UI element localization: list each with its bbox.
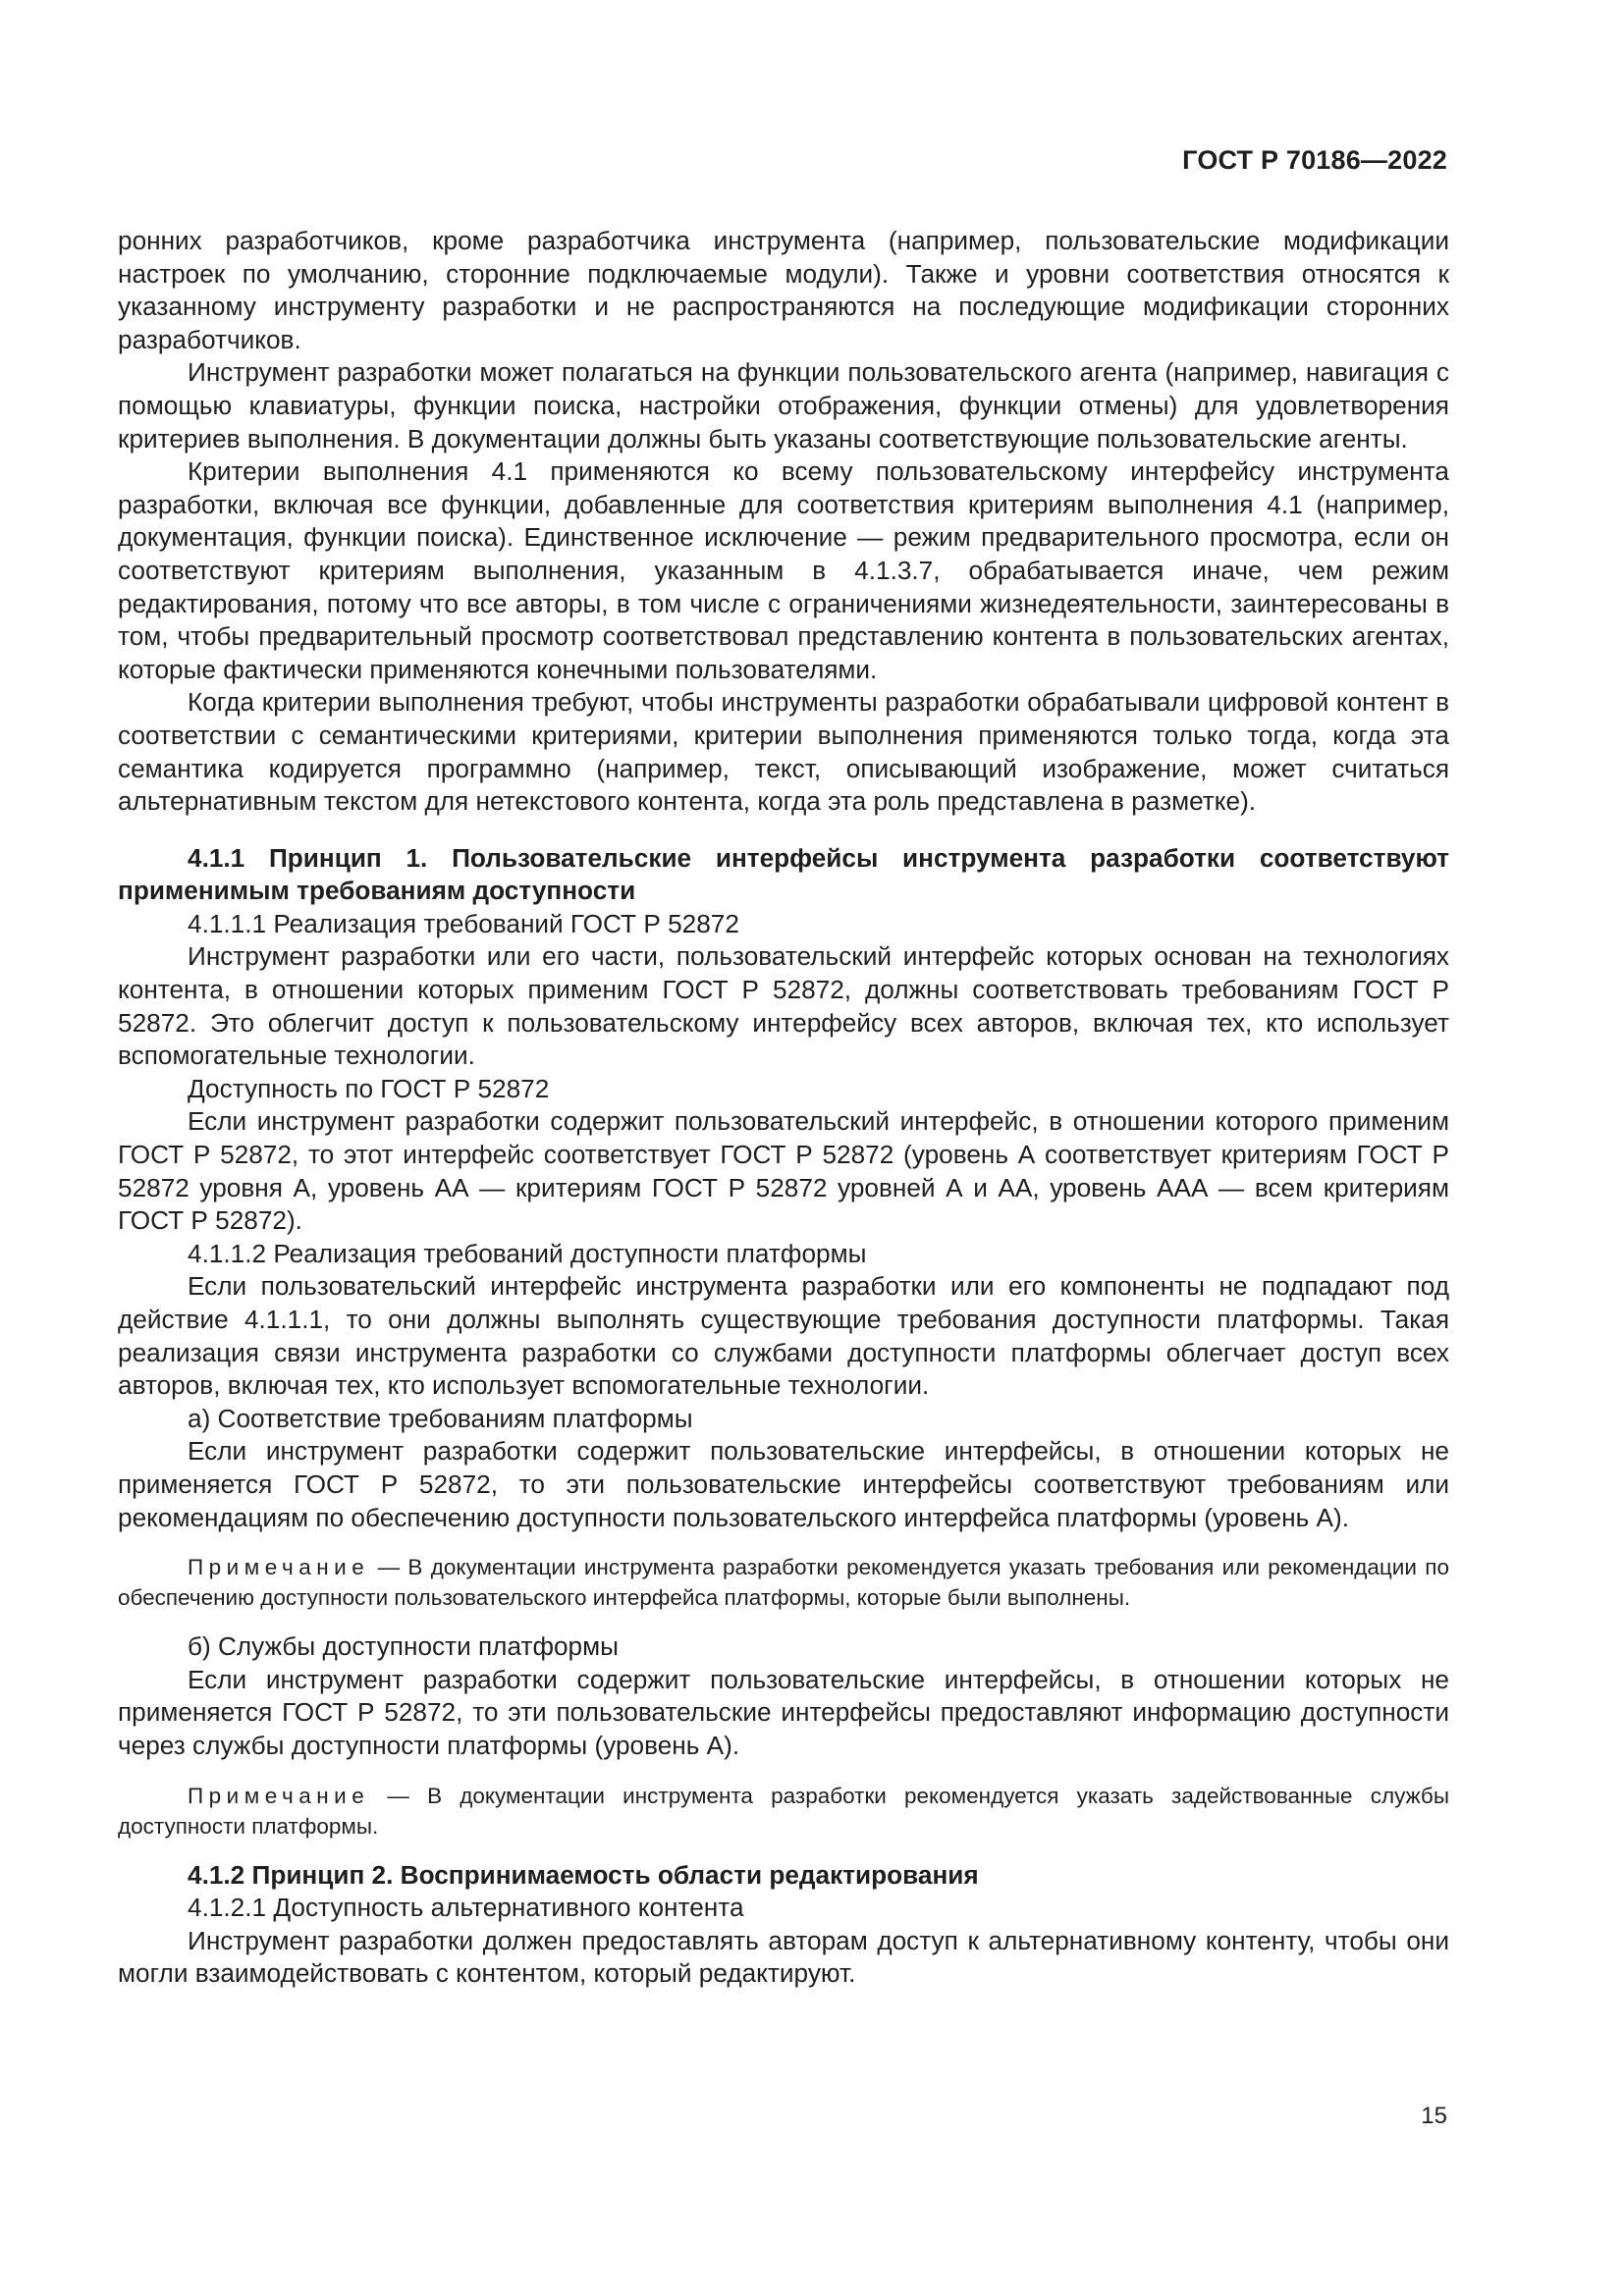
paragraph-accessibility-levels: Если инструмент разработки содержит пользовательский интерфейс, в отношении которого применим ГОСТ Р 52872, то этот интерфейс соответствует ГОСТ Р 52872 (уровень А соответствует критериям ГОСТ Р 52872 уровня А, уровень АА — критериям ГОСТ Р 52872 уровней А и АА, уровень ААА — всем критериям ГОСТ Р 52872). bbox=[118, 1106, 1449, 1236]
subsection-title-4-1-2-1: 4.1.2.1 Доступность альтернативного контента bbox=[188, 1893, 744, 1923]
paragraph-item-a-text: Если инструмент разработки содержит пользовательские интерфейсы, в отношении которых не применяется ГОСТ Р 52872, то эти пользовательские интерфейсы соответствуют требованиям или рекомендациям по обеспечению доступности пользовательского интерфейса платформы (уровень А). bbox=[118, 1436, 1449, 1532]
note-label: Примечание bbox=[188, 1783, 370, 1808]
note-text: — В документации инструмента разработки рекомендуется указать требования или рекомендации по обеспечению доступности пользовательского интерфейса платформы, которые были выполнены. bbox=[118, 1555, 1449, 1611]
note-1 bbox=[118, 1552, 1449, 1613]
document-code-header: ГОСТ Р 70186—2022 bbox=[1182, 145, 1447, 175]
item-a-title: а) Соответствие требованиям платформы bbox=[188, 1403, 693, 1433]
document-body bbox=[118, 225, 1449, 1991]
section-heading-4-1-1: 4.1.1 Принцип 1. Пользовательские интерфейсы инструмента разработки соответствуют применимым требованиям доступности bbox=[118, 842, 1449, 906]
subsection-title-4-1-1-1: 4.1.1.1 Реализация требований ГОСТ Р 52872 bbox=[188, 908, 739, 938]
paragraph-4-1-2-1-text: Инструмент разработки должен предоставлять авторам доступ к альтернативному контенту, чтобы они могли взаимодействовать с контентом, который редактируют. bbox=[118, 1925, 1449, 1989]
note-text: — В документации инструмента разработки рекомендуется указать задействованные службы доступности платформы. bbox=[118, 1783, 1449, 1839]
paragraph-4-1-1-1-text: Инструмент разработки или его части, пользовательский интерфейс которых основан на технологиях контента, в отношении которых применим ГОСТ Р 52872, должны соответствовать требованиям ГОСТ Р 52872. Это облегчит доступ к пользовательскому интерфейсу всех авторов, включая тех, кто использует вспомогательные технологии. bbox=[118, 941, 1449, 1071]
paragraph-user-agent-functions: Инструмент разработки может полагаться на функции пользовательского агента (например, навигация с помощью клавиатуры, функции поиска, настройки отображения, функции отмены) для удовлетворения критериев выполнения. В документации должны быть указаны соответствующие пользовательские агенты. bbox=[118, 357, 1449, 454]
note-2 bbox=[118, 1781, 1449, 1842]
paragraph-4-1-1-2-text: Если пользовательский интерфейс инструмента разработки или его компоненты не подпадают под действие 4.1.1.1, то они должны выполнять существующие требования доступности платформы. Такая реализация связи инструмента разработки со службами доступности платформы облегчает доступ всех авторов, включая тех, кто использует вспомогательные технологии. bbox=[118, 1271, 1449, 1401]
subsection-title-4-1-1-2: 4.1.1.2 Реализация требований доступности платформы bbox=[188, 1238, 867, 1268]
paragraph-continuation: ронних разработчиков, кроме разработчика инструмента (например, пользовательские модификации настроек по умолчанию, сторонние подключаемые модули). Также и уровни соответствия относятся к указанному инструменту разработки и не распространяются на последующие модификации сторонних разработчиков. bbox=[118, 226, 1449, 354]
page-number: 15 bbox=[1421, 2103, 1447, 2129]
item-b-title: б) Службы доступности платформы bbox=[188, 1631, 619, 1662]
subtitle-accessibility: Доступность по ГОСТ Р 52872 bbox=[188, 1073, 550, 1103]
paragraph-item-b-text: Если инструмент разработки содержит пользовательские интерфейсы, в отношении которых не применяется ГОСТ Р 52872, то эти пользовательские интерфейсы предоставляют информацию доступности через службы доступности платформы (уровень А). bbox=[118, 1664, 1449, 1760]
paragraph-semantic-criteria: Когда критерии выполнения требуют, чтобы инструменты разработки обрабатывали цифровой контент в соответствии с семантическими критериями, критерии выполнения применяются только тогда, когда эта семантика кодируется программно (например, текст, описывающий изображение, может считаться альтернативным текстом для нетекстового контента, когда эта роль представлена в разметке). bbox=[118, 687, 1449, 817]
paragraph-criteria-scope: Критерии выполнения 4.1 применяются ко всему пользовательскому интерфейсу инструмента разработки, включая все функции, добавленные для соответствия критериям выполнения 4.1 (например, документация, функции поиска). Единственное исключение — режим предварительного просмотра, если он соответствуют критериям выполнения, указанным в 4.1.3.7, обрабатывается иначе, чем режим редактирования, потому что все авторы, в том числе с ограничениями жизнедеятельности, заинтересованы в том, чтобы предварительный просмотр соответствовал представлению контента в пользовательских агентах, которые фактически применяются конечными пользователями. bbox=[118, 456, 1449, 684]
note-label: Примечание bbox=[188, 1555, 370, 1580]
section-heading-4-1-2: 4.1.2 Принцип 2. Воспринимаемость области редактирования bbox=[188, 1859, 979, 1890]
